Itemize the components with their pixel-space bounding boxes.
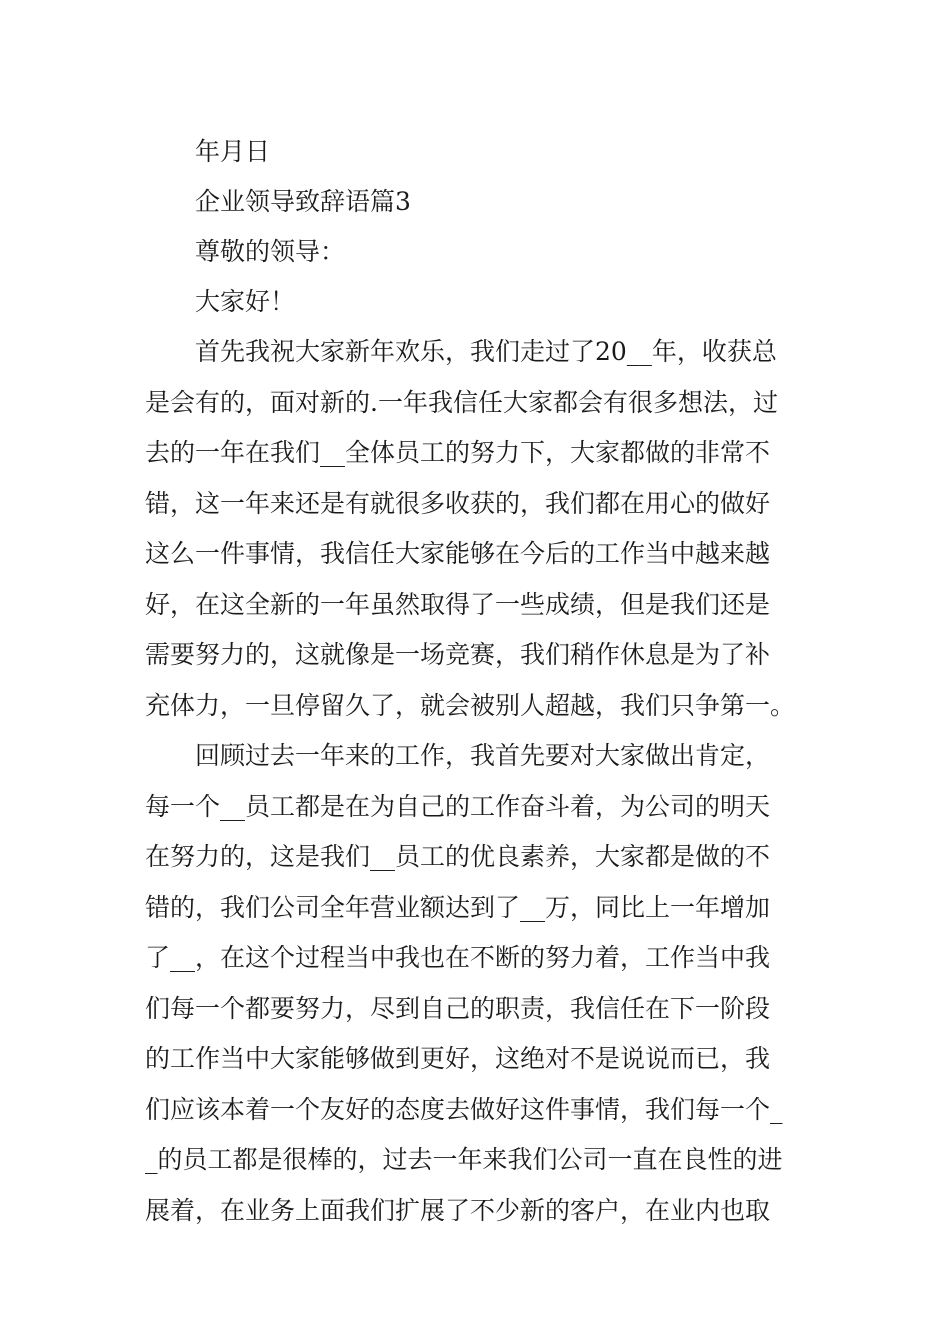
date-line: 年月日 [195, 137, 271, 166]
paragraph-line: 们应该本着一个友好的态度去做好这件事情，我们每一个_ [145, 1094, 783, 1124]
paragraph-line: 了__，在这个过程当中我也在不断的努力着，工作当中我 [145, 943, 771, 972]
paragraph-line: 首先我祝大家新年欢乐，我们走过了20__年，收获总 [195, 337, 777, 366]
paragraph-line: 是会有的，面对新的.一年我信任大家都会有很多想法，过 [145, 387, 778, 417]
paragraph-line: 在努力的，这是我们__员工的优良素养，大家都是做的不 [145, 842, 771, 871]
paragraph-line: 这么一件事情，我信任大家能够在今后的工作当中越来越 [145, 539, 771, 568]
paragraph-line: 好，在这全新的一年虽然取得了一些成绩，但是我们还是 [145, 589, 771, 619]
document-body [145, 127, 815, 1236]
paragraph-year-review [145, 731, 815, 1236]
paragraph-line: 回顾过去一年来的工作，我首先要对大家做出肯定， [195, 741, 771, 770]
paragraph-line: 去的一年在我们__全体员工的努力下，大家都做的非常不 [145, 438, 771, 467]
paragraph-line: _的员工都是很棒的，过去一年来我们公司一直在良性的进 [145, 1145, 783, 1174]
paragraph-line: 们每一个都要努力，尽到自己的职责，我信任在下一阶段 [145, 993, 771, 1023]
paragraph-line: 的工作当中大家能够做到更好，这绝对不是说说而已，我 [145, 1044, 771, 1073]
paragraph-line: 需要努力的，这就像是一场竞赛，我们稍作休息是为了补 [145, 640, 771, 669]
paragraph-new-year-wishes [145, 327, 815, 731]
paragraph-line: 错的，我们公司全年营业额达到了__万，同比上一年增加 [145, 892, 771, 922]
paragraph-line: 展着，在业务上面我们扩展了不少新的客户，在业内也取 [145, 1195, 771, 1225]
salutation: 尊敬的领导： [195, 237, 346, 266]
greeting: 大家好！ [195, 287, 296, 316]
paragraph-line: 错，这一年来还是有就很多收获的，我们都在用心的做好 [145, 488, 771, 518]
paragraph-line: 每一个__员工都是在为自己的工作奋斗着，为公司的明天 [145, 791, 771, 821]
section-heading: 企业领导致辞语篇3 [195, 187, 411, 216]
paragraph-line: 充体力，一旦停留久了，就会被别人超越，我们只争第一。 [145, 690, 796, 720]
